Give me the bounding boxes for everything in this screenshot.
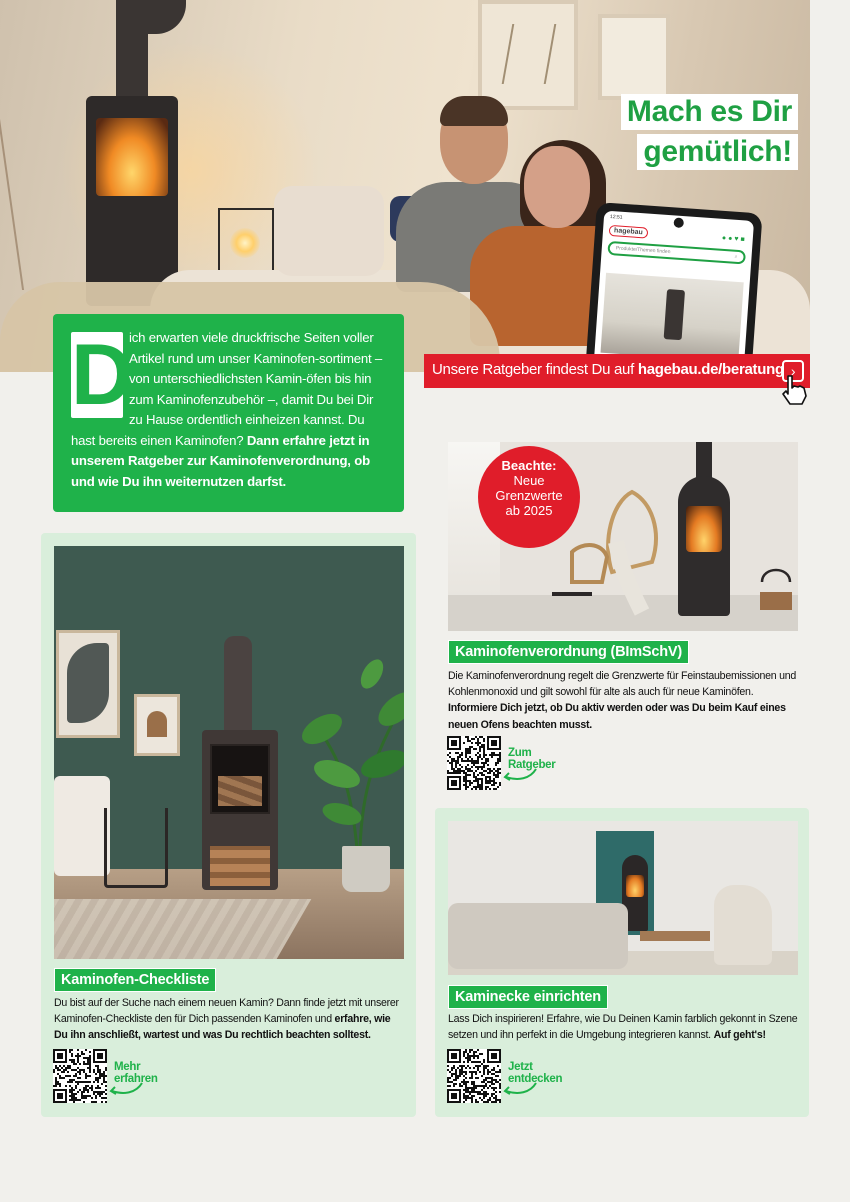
qr-label-line-1: Mehr xyxy=(114,1061,141,1073)
cart-icon: ■ xyxy=(740,236,747,244)
man-hair xyxy=(440,96,508,126)
checklist-photo xyxy=(54,546,404,959)
coffee-table xyxy=(640,931,710,941)
kaminecke-text-plain: Lass Dich inspirieren! Erfahre, wie Du Deinen Kamin farblich gekonnt in Szene setzen und ihn perfekt in die Umgebung integrieren kannst. xyxy=(448,1013,798,1042)
hagebau-logo: hagebau xyxy=(609,225,648,239)
qr-label-line-2: Ratgeber xyxy=(508,759,556,771)
location-pin-icon: ● xyxy=(721,234,729,243)
notice-badge xyxy=(478,446,580,548)
qr-label-line-1: Jetzt xyxy=(508,1061,533,1073)
curved-arrow-icon xyxy=(500,1081,540,1097)
qr-code-icon[interactable] xyxy=(53,1049,107,1103)
app-search-placeholder: Produkte/Themen finden xyxy=(615,245,671,256)
notice-badge-line-2: Neue xyxy=(513,473,545,488)
armchair xyxy=(714,885,772,965)
app-nav-icons xyxy=(722,235,747,244)
verordnung-title: Kaminofenverordnung (BImSchV) xyxy=(448,640,689,664)
wall-picture-frame xyxy=(478,0,578,110)
kaminecke-title: Kaminecke einrichten xyxy=(448,985,608,1009)
headline-line-2: gemütlich! xyxy=(637,134,798,170)
plant-pot xyxy=(342,846,390,892)
cushion xyxy=(274,186,384,276)
stove-fire xyxy=(96,118,168,196)
app-room-preview-image xyxy=(601,273,744,362)
qr-label-line-2: erfahren xyxy=(114,1073,158,1085)
verordnung-text-bold: Informiere Dich jetzt, ob Du aktiv werden oder was Du beim Kauf eines neuen Ofens beachten musst. xyxy=(448,702,786,731)
notice-badge-line-3: Grenzwerte xyxy=(495,488,563,503)
phone-status-time: 12:51 xyxy=(609,213,623,221)
smartphone-mockup xyxy=(586,202,763,375)
plant-icon xyxy=(302,654,404,854)
verordnung-text-plain: Die Kaminofenverordnung regelt die Grenzwerte für Feinstaubemissionen und Kohlenmonoxid und gilt sowohl für alte als auch für neue Kaminöfen. xyxy=(448,670,797,699)
notice-badge-line-4: ab 2025 xyxy=(505,503,553,518)
checklist-text-plain: Du bist auf der Suche nach einem neuen Kamin? Dann finde jetzt mit unserer Kaminofen-Checkliste den für Dich passenden Kaminofen und xyxy=(54,997,399,1026)
sofa xyxy=(448,903,628,969)
armchair xyxy=(54,776,110,876)
intro-text-box xyxy=(53,314,404,512)
phone-screen xyxy=(594,211,754,375)
qr-label-line-1: Zum xyxy=(508,747,532,759)
stove-window xyxy=(210,744,270,814)
chevron-right-icon[interactable]: › xyxy=(782,360,804,382)
intro-text-bold: Dann erfahre jetzt in unserem Ratgeber zur Kaminofenverordnung, ob und wie Du ihn weiternutzen darfst. xyxy=(71,432,370,489)
checklist-title: Kaminofen-Checkliste xyxy=(54,968,216,992)
banner-prefix-text: Unsere Ratgeber findest Du auf xyxy=(432,361,634,378)
pointer-hand-icon xyxy=(778,372,810,406)
search-icon: ⌕ xyxy=(734,253,738,260)
qr-code-icon[interactable] xyxy=(447,736,501,790)
heart-icon: ♥ xyxy=(734,235,741,244)
kaminecke-text-bold: Auf geht's! xyxy=(713,1029,766,1042)
rug xyxy=(54,899,311,959)
kaminecke-text xyxy=(448,1011,800,1043)
verordnung-text xyxy=(448,668,800,733)
stove-fire xyxy=(686,506,722,552)
woman-head xyxy=(524,146,590,228)
qr-code-icon[interactable] xyxy=(447,1049,501,1103)
wall-art-small xyxy=(134,694,180,756)
curved-arrow-icon xyxy=(500,767,540,783)
notice-badge-line-1: Beachte: xyxy=(501,458,557,473)
curved-arrow-icon xyxy=(106,1081,146,1097)
stove-fire xyxy=(626,875,644,897)
wood-basket xyxy=(104,808,168,888)
qr-label-line-2: entdecken xyxy=(508,1073,563,1085)
firewood-storage xyxy=(210,846,270,886)
user-icon: ● xyxy=(727,235,735,243)
stove-pipe xyxy=(116,0,148,100)
wall-art-abstract xyxy=(56,630,120,738)
stove-pipe xyxy=(224,636,252,736)
wall-picture-frame-small xyxy=(598,14,670,100)
headline-line-1: Mach es Dir xyxy=(621,94,798,130)
wood-basket-icon xyxy=(758,562,794,612)
hero-headline xyxy=(621,94,798,174)
drop-cap: D xyxy=(71,327,133,423)
banner-link[interactable]: hagebau.de/beratung xyxy=(637,361,784,378)
intro-text: ich erwarten viele druckfrische Seiten voller Artikel rund um unser Kaminofen-sortiment – von unterschiedlichsten Kamin-öfen bis hin zum Kaminofenzubehör –, damit Du bei Dir zu Hause ordentlich einheizen kannst. Du hast bereits einen Kaminofen? xyxy=(71,330,383,448)
kaminecke-photo xyxy=(448,821,798,975)
checklist-text xyxy=(54,995,404,1044)
ratgeber-banner[interactable] xyxy=(424,354,810,388)
checklist-text-bold: erfahre, wie Du ihn anschließt, wartest und was Du rechtlich beachten solltest. xyxy=(54,1013,391,1042)
